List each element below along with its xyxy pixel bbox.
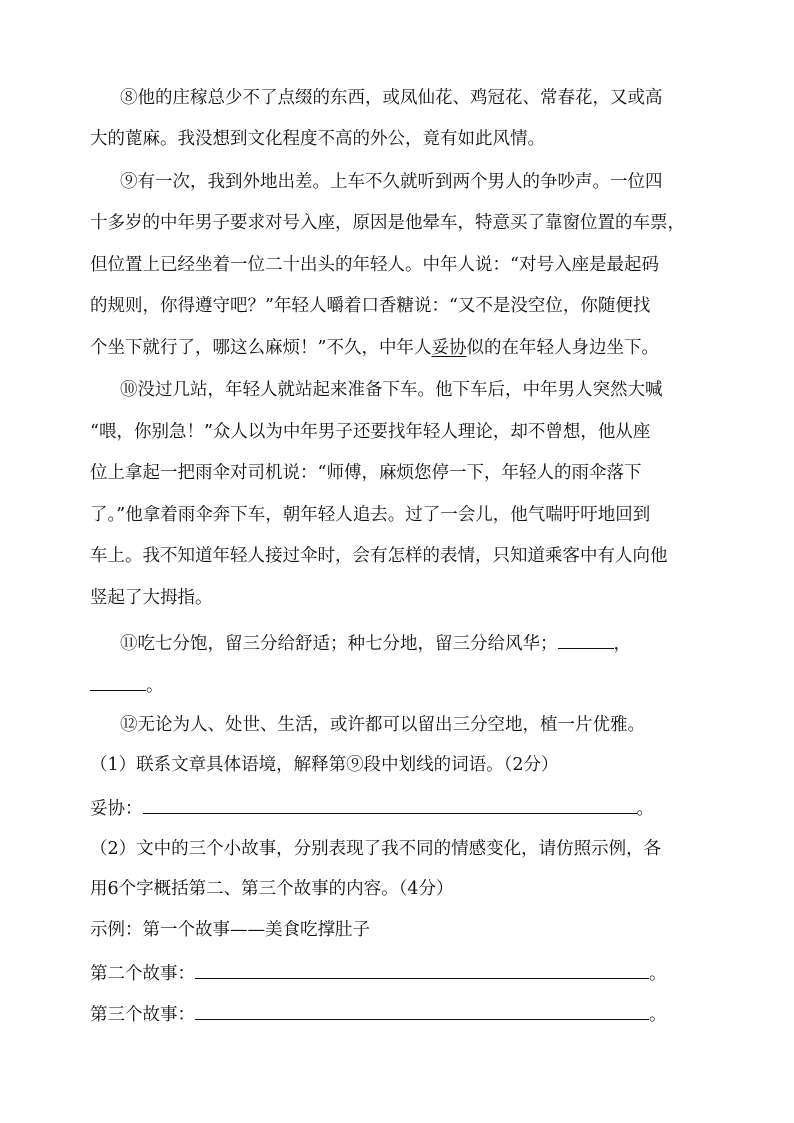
paragraph-10-line-6: 竖起了大拇指。 (90, 588, 213, 608)
question-2-third-story (90, 1001, 667, 1027)
answer-blank-1[interactable] (558, 630, 614, 649)
question-2-second-story (90, 960, 667, 986)
third-story-answer-blank[interactable] (195, 1001, 649, 1020)
paragraph-9-line-5 (90, 336, 659, 360)
paragraph-8-line-1: ⑧他的庄稼总少不了点缀的东西，或凤仙花、鸡冠花、常春花，又或高 (120, 88, 663, 108)
second-story-period: 。 (649, 964, 667, 984)
paragraph-9-line-4: 的规则，你得遵守吧？”年轻人嚼着口香糖说：“又不是没空位，你随便找 (90, 296, 651, 316)
paragraph-11-period: 。 (146, 676, 164, 696)
second-story-answer-blank[interactable] (195, 960, 649, 979)
second-story-label: 第二个故事： (90, 964, 195, 984)
question-1-period: 。 (636, 799, 654, 819)
answer-blank-2[interactable] (90, 672, 146, 691)
paragraph-9-line-5-start: 个坐下就行了，哪这么麻烦！”不久，中年人 (90, 338, 432, 358)
underlined-word: 妥协 (431, 338, 467, 358)
paragraph-11-line-1 (120, 630, 631, 656)
question-1-label: 妥协： (90, 799, 143, 819)
third-story-period: 。 (649, 1005, 667, 1025)
paragraph-8-line-2: 大的蓖麻。我没想到文化程度不高的外公，竟有如此风情。 (90, 129, 545, 149)
paragraph-11-comma: ， (613, 634, 631, 654)
question-1-answer-line (90, 795, 654, 821)
question-2-text-line-2: 用6个字概括第二、第三个故事的内容。（4分） (90, 879, 454, 899)
paragraph-9-line-2: 十多岁的中年男子要求对号入座，原因是他晕车，特意买了靠窗位置的车票， (90, 213, 685, 233)
paragraph-9-line-5-end: 似的在年轻人身边坐下。 (466, 338, 659, 358)
paragraph-9-line-3: 但位置上已经坐着一位二十出头的年轻人。中年人说：“对号入座是最起码 (90, 255, 659, 275)
paragraph-10-line-1: ⑩没过几站，年轻人就站起来准备下车。他下车后，中年男人突然大喊 (120, 380, 663, 400)
third-story-label: 第三个故事： (90, 1005, 195, 1025)
question-2-example: 示例：第一个故事——美食吃撑肚子 (90, 920, 370, 940)
paragraph-10-line-4: 了。”他拿着雨伞奔下车，朝年轻人追去。过了一会儿，他气喘吁吁地回到 (90, 505, 651, 525)
paragraph-12-line-1: ⑫无论为人、处世、生活，或许都可以留出三分空地，植一片优雅。 (120, 715, 645, 735)
paragraph-10-line-2: “喂，你别急！”众人以为中年男子还要找年轻人理论，却不曾想，他从座 (90, 422, 651, 442)
paragraph-9-line-1: ⑨有一次，我到外地出差。上车不久就听到两个男人的争吵声。一位四 (120, 172, 663, 192)
paragraph-10-line-3: 位上拿起一把雨伞对司机说：“师傅，麻烦您停一下，年轻人的雨伞落下 (90, 463, 642, 483)
question-2-text-line-1: （2）文中的三个小故事，分别表现了我不同的情感变化，请仿照示例，各 (90, 839, 662, 859)
paragraph-11-line-2 (90, 672, 164, 698)
question-1-text: （1）联系文章具体语境，解释第⑨段中划线的词语。（2分） (90, 755, 559, 775)
question-1-answer-blank[interactable] (143, 795, 637, 814)
paragraph-11-text: ⑪吃七分饱，留三分给舒适；种七分地，留三分给风华； (120, 634, 558, 654)
paragraph-10-line-5: 车上。我不知道年轻人接过伞时，会有怎样的表情，只知道乘客中有人向他 (90, 546, 668, 566)
